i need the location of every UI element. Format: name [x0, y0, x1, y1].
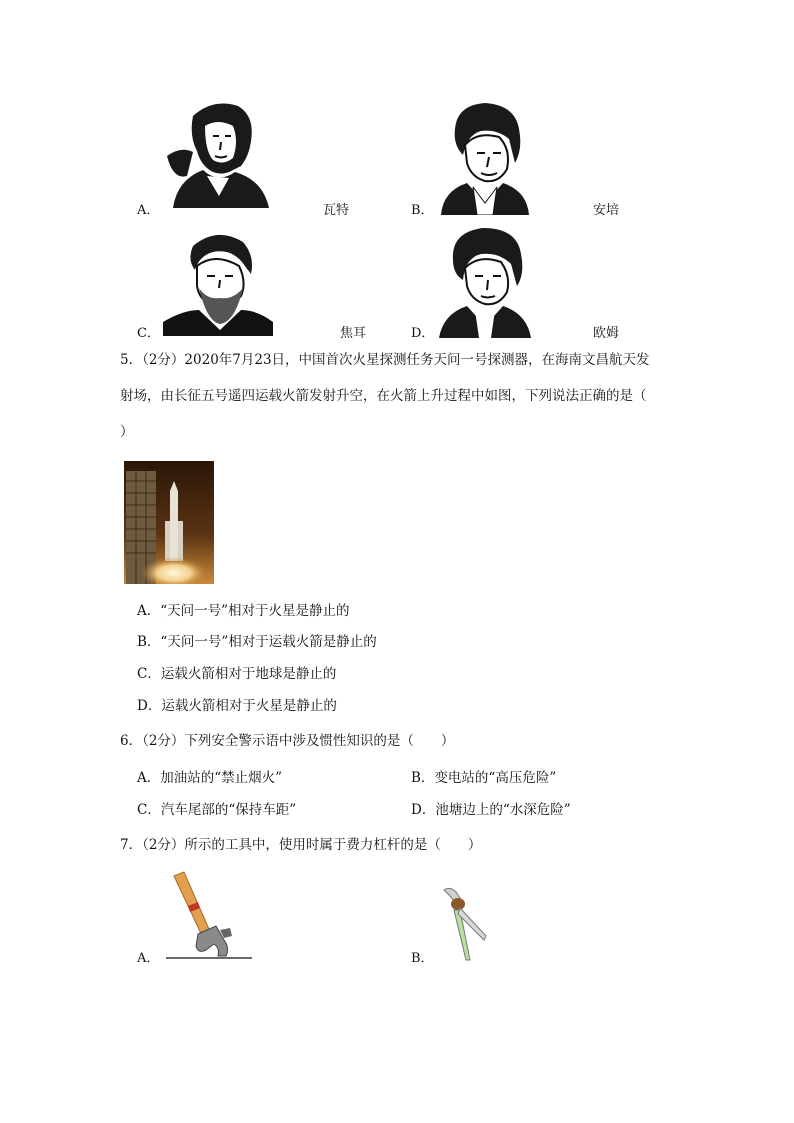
q6-option-c: C．汽车尾部的“保持车距” [137, 802, 297, 818]
q4-option-d-name: 欧姆 [593, 326, 620, 341]
portrait-watt-icon [163, 96, 273, 208]
q6-stem: 6．（2分）下列安全警示语中涉及惯性知识的是（ ） [120, 733, 455, 749]
q6-option-d: D．池塘边上的“水深危险” [411, 802, 571, 818]
q5-stem-line-2: 射场，由长征五号遥四运载火箭发射升空，在火箭上升过程中如图，下列说法正确的是（ [120, 388, 647, 404]
q7-option-a-letter: A． [137, 951, 160, 966]
claw-hammer-icon [164, 870, 254, 962]
q5-option-c: C．运载火箭相对于地球是静止的 [137, 666, 337, 682]
q5-stem-line-3: ） [120, 424, 134, 440]
q4-option-d-letter: D． [411, 326, 435, 341]
q4-option-c-name: 焦耳 [340, 326, 367, 341]
q5-option-a: A．“天问一号”相对于火星是静止的 [137, 603, 350, 619]
portrait-ohm-icon [437, 224, 533, 338]
portrait-joule-icon [163, 226, 273, 336]
q4-option-b-letter: B． [411, 203, 434, 218]
nutcracker-icon [436, 884, 490, 964]
q6-option-a: A．加油站的“禁止烟火” [137, 770, 283, 786]
q5-stem-line-1: 5．（2分）2020年7月23日，中国首次火星探测任务天问一号探测器，在海南文昌航天发 [120, 352, 650, 368]
q4-option-a-name: 瓦特 [323, 203, 350, 218]
q6-option-b: B．变电站的“高压危险” [411, 770, 557, 786]
q4-option-c-letter: C． [137, 326, 160, 341]
q4-option-a-letter: A． [137, 203, 160, 218]
q4-option-b-name: 安培 [593, 203, 620, 218]
q7-option-b-letter: B． [411, 951, 434, 966]
q5-option-d: D．运载火箭相对于火星是静止的 [137, 698, 337, 714]
q5-option-b: B．“天问一号”相对于运载火箭是静止的 [137, 634, 377, 650]
portrait-ampere-icon [437, 99, 533, 215]
q7-stem: 7．（2分）所示的工具中，使用时属于费力杠杆的是（ ） [120, 837, 482, 853]
rocket-launch-photo-icon [124, 461, 214, 584]
